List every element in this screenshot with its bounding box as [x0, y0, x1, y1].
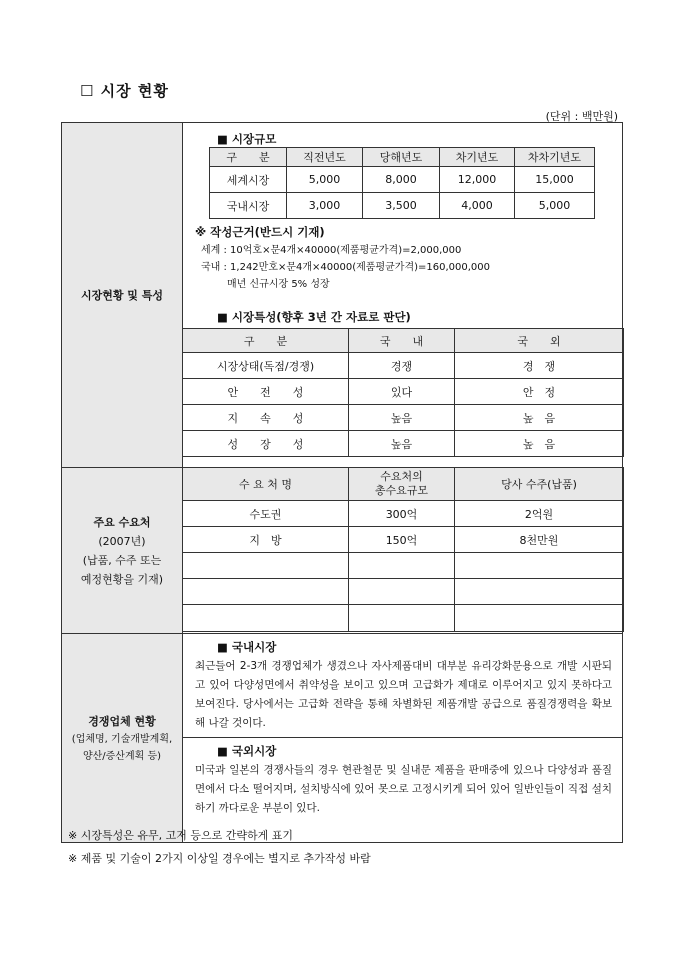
table-row [183, 527, 624, 553]
page-title: ☐ 시장 현황 [80, 82, 169, 100]
demand-label-title: 주요 수요처 [93, 515, 151, 529]
overseas-paragraph: 미국과 일본의 경쟁사들의 경우 현관철문 및 실내문 제품을 판매중에 있으나 다양성과 품질면에서 다소 떨어지며, 설치방식에 있어 못으로 고정시키게 되어 있어 일반인들이 직접 설치하기 까다로운 부분이 있다. [195, 764, 612, 814]
traits-header-category: 구 분 [183, 329, 349, 353]
market-scale-heading: ■ 시장규모 [217, 132, 277, 146]
table-cell: 8천만원 [455, 527, 624, 553]
table-cell: 국내시장 [210, 193, 287, 219]
scale-header-next: 차기년도 [440, 148, 515, 167]
basis-line-world: 세계 : 10억호×문4개×40000(제품평균가격)=2,000,000 [201, 245, 462, 256]
table-row [210, 193, 595, 219]
competitor-section-label [62, 634, 183, 843]
scale-header-after-next: 차차기년도 [515, 148, 595, 167]
table-row [183, 553, 624, 579]
table-cell: 5,000 [287, 167, 363, 193]
table-cell [183, 579, 349, 605]
table-cell: 15,000 [515, 167, 595, 193]
demand-header-total-line1: 수요처의 [380, 470, 423, 483]
table-cell: 지 속 성 [183, 405, 349, 431]
table-cell: 3,000 [287, 193, 363, 219]
demand-header-orders: 당사 수주(납품) [455, 468, 624, 501]
table-cell: 150억 [349, 527, 455, 553]
traits-header-overseas: 국 외 [455, 329, 624, 353]
table-cell: 높 음 [455, 431, 624, 457]
competitor-label-title: 경쟁업체 현황 [88, 714, 156, 728]
table-cell [455, 579, 624, 605]
unit-label: (단위 : 백만원) [545, 110, 618, 123]
market-status-form [61, 122, 623, 843]
footnote: ※ 제품 및 기술이 2가지 이상일 경우에는 별지로 추가작성 바람 [68, 852, 371, 865]
traits-header-domestic: 국 내 [349, 329, 455, 353]
table-cell: 300억 [349, 501, 455, 527]
table-row [183, 605, 624, 632]
market-section-label: 시장현황 및 특성 [62, 123, 183, 468]
table-cell: 높 음 [455, 405, 624, 431]
basis-line-domestic: 국내 : 1,242만호×문4개×40000(제품평균가격)=160,000,000 [201, 262, 491, 273]
table-row [183, 405, 624, 431]
table-cell [183, 553, 349, 579]
table-row [183, 431, 624, 457]
demand-header-name: 수 요 처 명 [183, 468, 349, 501]
table-cell: 3,500 [363, 193, 440, 219]
table-cell: 수도권 [183, 501, 349, 527]
demand-label-year: (2007년) [98, 534, 146, 548]
scale-header-prev: 직전년도 [287, 148, 363, 167]
table-row [183, 579, 624, 605]
table-cell: 높음 [349, 405, 455, 431]
table-cell: 높음 [349, 431, 455, 457]
basis-heading: ※ 작성근거(반드시 기재) [195, 225, 325, 239]
table-cell: 시장상태(독점/경쟁) [183, 353, 349, 379]
footnote: ※ 시장특성은 유무, 고저 등으로 간략하게 표기 [68, 829, 293, 842]
table-row [183, 379, 624, 405]
competitor-label-sub: 양산/증산계획 등) [82, 750, 162, 762]
market-section-content [183, 123, 623, 468]
market-scale-table [209, 147, 595, 219]
demand-header-total-line2: 총수요규모 [374, 484, 429, 497]
table-cell: 4,000 [440, 193, 515, 219]
demand-label-note: 예정현황을 기재) [80, 572, 164, 586]
table-row [183, 353, 624, 379]
table-cell: 경 쟁 [455, 353, 624, 379]
demand-section-label [62, 468, 183, 634]
scale-header-current: 당해년도 [363, 148, 440, 167]
table-cell: 안 전 성 [183, 379, 349, 405]
table-row [183, 501, 624, 527]
table-cell [349, 553, 455, 579]
traits-heading: ■ 시장특성(향후 3년 간 자료로 판단) [217, 310, 411, 324]
competitor-label-sub: (업체명, 기술개발계획, [71, 733, 173, 745]
demand-table [182, 467, 624, 632]
competitor-section-content [183, 634, 623, 843]
basis-line-growth: 매년 신규시장 5% 성장 [227, 279, 330, 290]
table-cell [349, 605, 455, 632]
table-cell: 성 장 성 [183, 431, 349, 457]
market-traits-table [182, 328, 624, 457]
table-row [210, 167, 595, 193]
demand-section-content [183, 468, 623, 634]
scale-header-category: 구 분 [210, 148, 287, 167]
demand-label-note: (납품, 수주 또는 [82, 553, 162, 567]
table-cell: 8,000 [363, 167, 440, 193]
domestic-heading: ■ 국내시장 [217, 640, 277, 654]
table-cell: 세계시장 [210, 167, 287, 193]
table-cell [455, 605, 624, 632]
table-cell: 2억원 [455, 501, 624, 527]
table-cell: 안 정 [455, 379, 624, 405]
table-cell: 5,000 [515, 193, 595, 219]
domestic-paragraph: 최근들어 2-3개 경쟁업체가 생겼으나 자사제품대비 대부분 유리강화문용으로 개발 시판되고 있어 다양성면에서 취약성을 보이고 있으며 고급화가 제대로 이루어지고 있지 못하다고 보여진다. 당사에서는 고급화 전략을 통해 차별화된 제품개발 공급으로 품질경쟁력을 확보해 나갈 것이다. [195, 660, 612, 729]
table-cell: 12,000 [440, 167, 515, 193]
table-cell: 있다 [349, 379, 455, 405]
table-cell [183, 605, 349, 632]
table-cell: 지 방 [183, 527, 349, 553]
table-cell [349, 579, 455, 605]
table-cell [455, 553, 624, 579]
demand-header-total [349, 468, 455, 501]
table-cell: 경쟁 [349, 353, 455, 379]
overseas-heading: ■ 국외시장 [217, 744, 277, 758]
